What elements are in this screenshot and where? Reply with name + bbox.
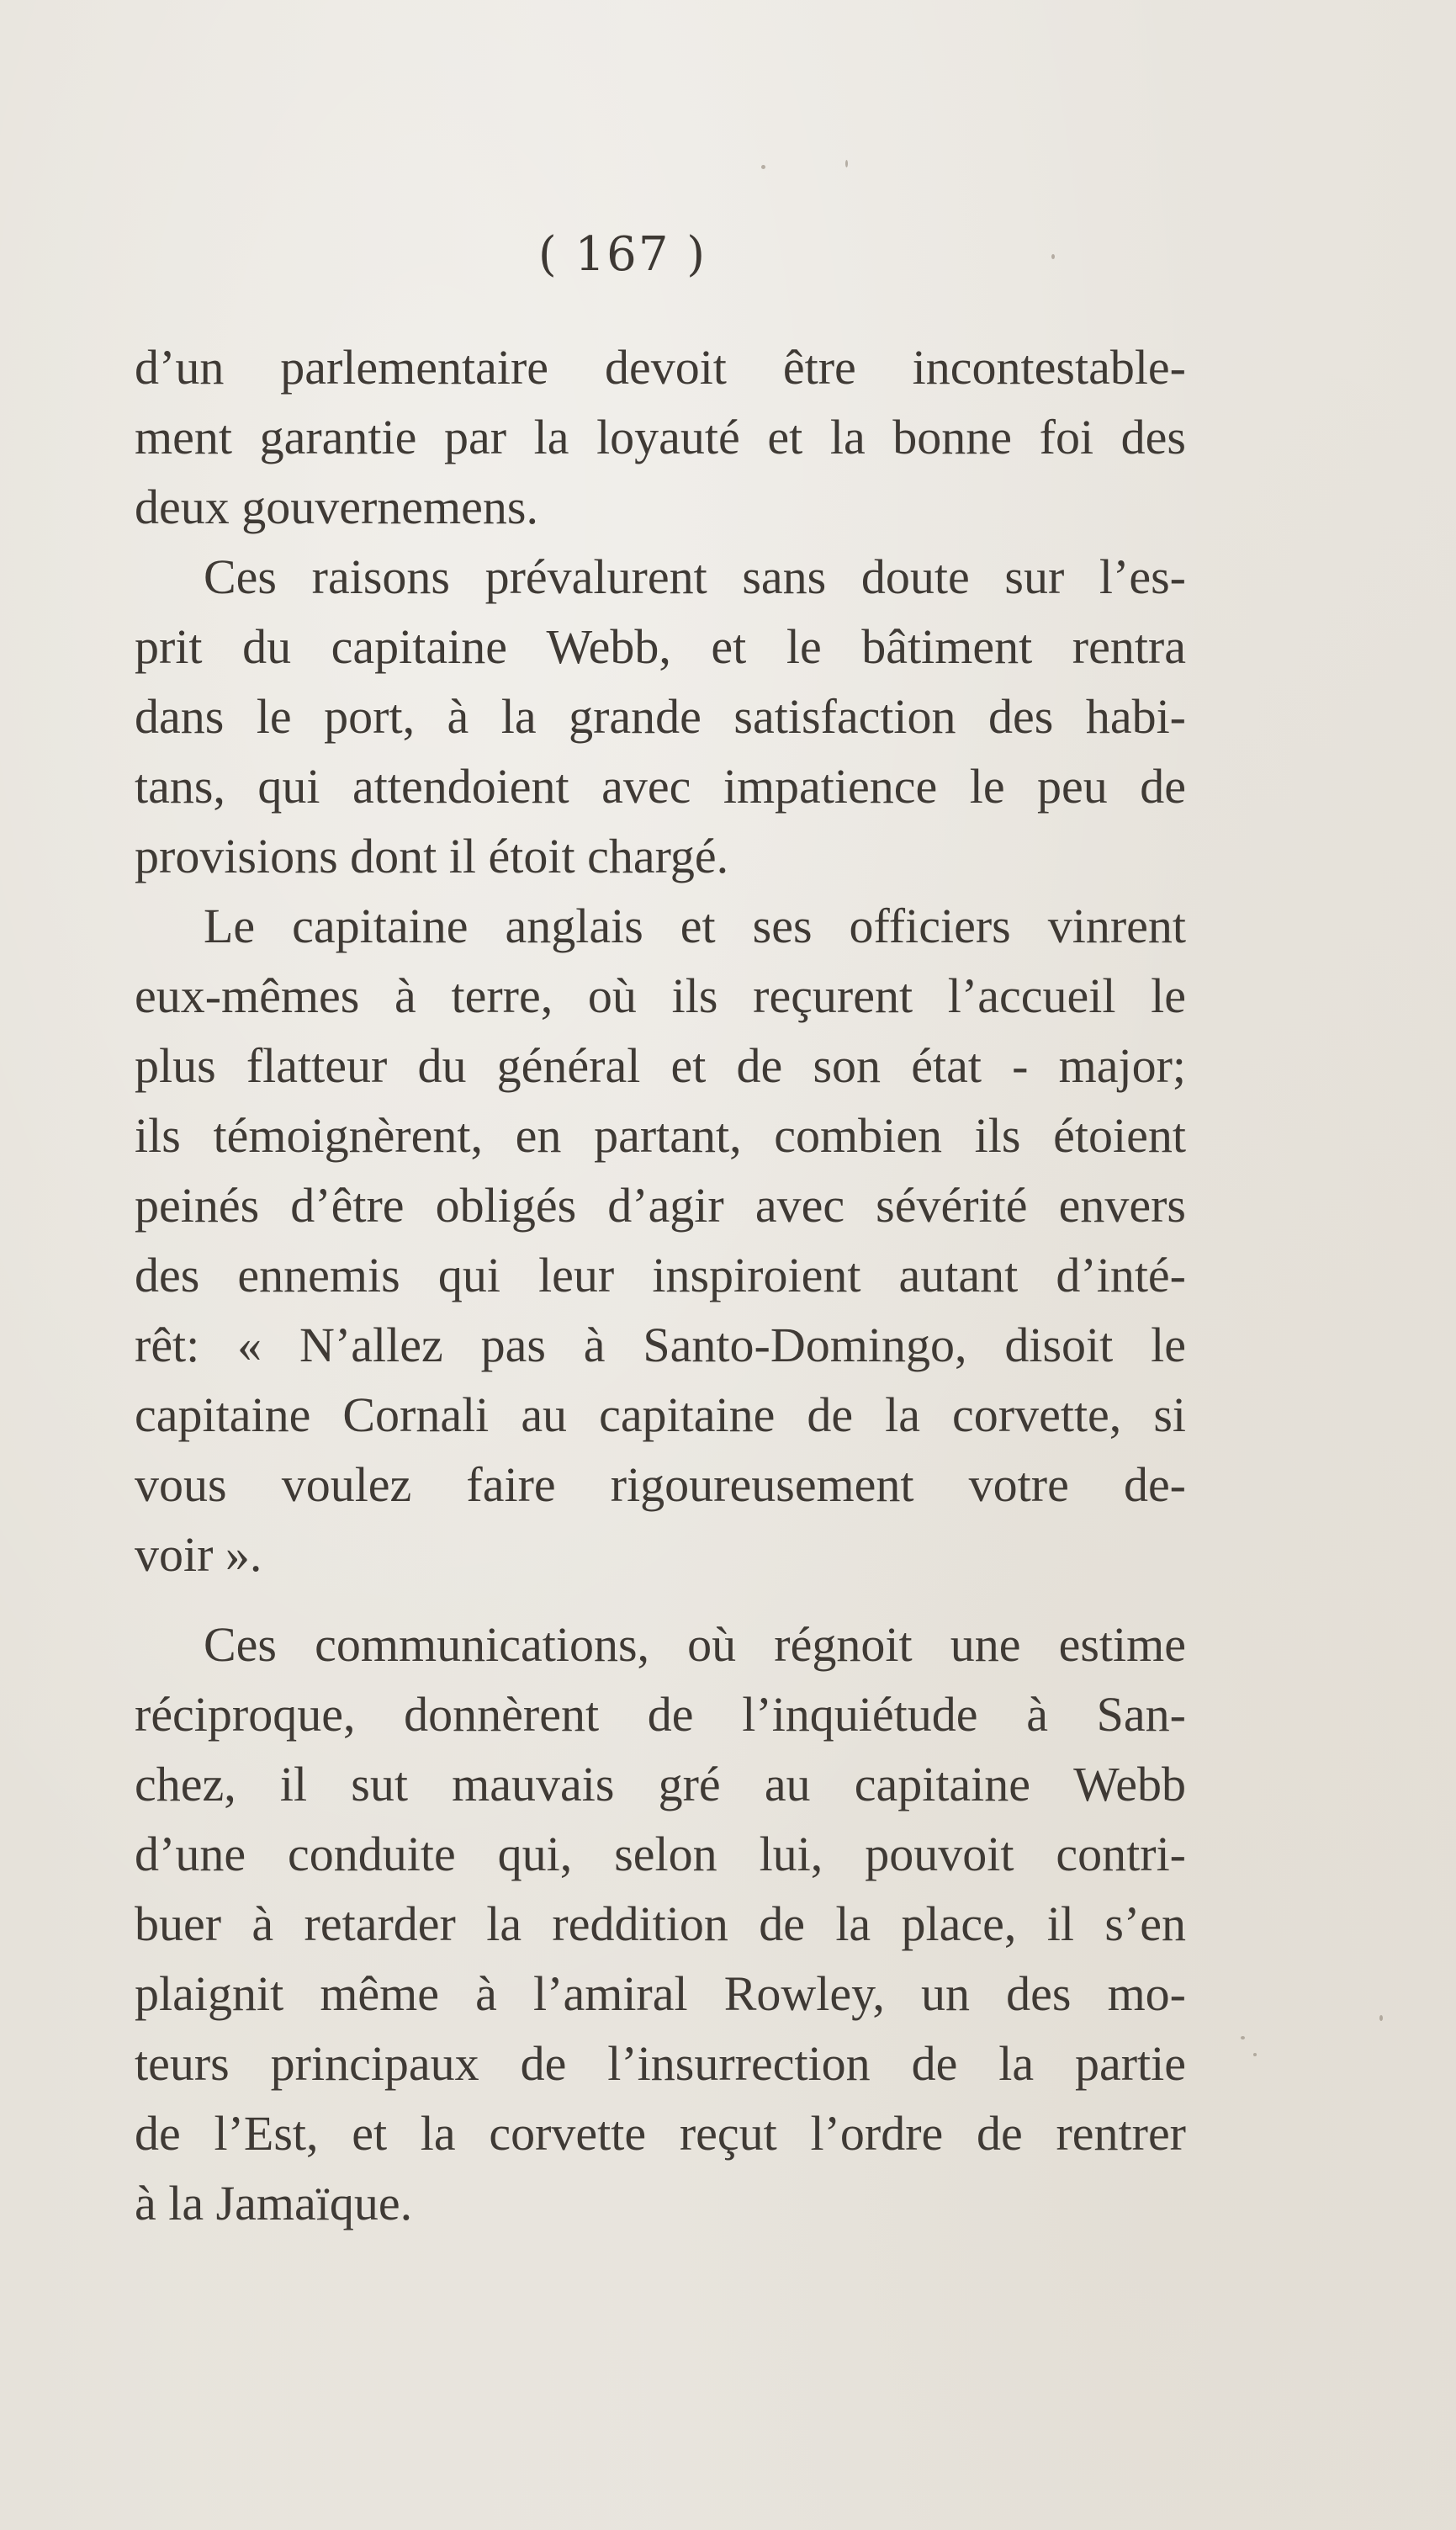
text-line: voir ». xyxy=(135,1527,262,1582)
text-line: rêt: « N’allez pas à Santo-Domingo, disoit le xyxy=(135,1318,1186,1372)
text-line: des ennemis qui leur inspiroient autant d’inté- xyxy=(135,1248,1186,1302)
text-line: plus flatteur du général et de son état - major; xyxy=(135,1038,1186,1093)
text-line: deux gouvernemens. xyxy=(135,480,538,534)
text-line: vous voulez faire rigoureusement votre de- xyxy=(135,1457,1186,1512)
text-line: prit du capitaine Webb, et le bâtiment rentra xyxy=(135,619,1186,674)
text-line: à la Jamaïque. xyxy=(135,2176,413,2230)
text-line: Ces communications, où régnoit une estime xyxy=(204,1617,1186,1672)
paper-speck xyxy=(1253,2053,1257,2056)
text-line: provisions dont il étoit chargé. xyxy=(135,829,729,883)
paper-speck xyxy=(1051,254,1055,259)
text-line: chez, il sut mauvais gré au capitaine Webb xyxy=(135,1757,1186,1811)
text-line: d’un parlementaire devoit être incontestable- xyxy=(135,340,1186,395)
text-line: ment garantie par la loyauté et la bonne foi des xyxy=(135,410,1186,464)
text-line: d’une conduite qui, selon lui, pouvoit contri- xyxy=(135,1827,1186,1881)
paper-speck xyxy=(1379,2015,1383,2021)
paragraph-gap xyxy=(135,1589,1186,1610)
body-text xyxy=(135,332,1186,2238)
text-line: peinés d’être obligés d’agir avec sévérité envers xyxy=(135,1178,1186,1233)
paper-speck xyxy=(845,160,848,167)
paper-speck xyxy=(1241,2036,1245,2039)
page-number: ( 167 ) xyxy=(537,227,707,282)
text-line: eux-mêmes à terre, où ils reçurent l’accueil le xyxy=(135,968,1186,1023)
text-line: réciproque, donnèrent de l’inquiétude à San- xyxy=(135,1687,1186,1742)
text-line: Ces raisons prévalurent sans doute sur l’es- xyxy=(204,549,1186,604)
text-line: dans le port, à la grande satisfaction des habi- xyxy=(135,689,1186,744)
text-line: tans, qui attendoient avec impatience le peu de xyxy=(135,759,1186,814)
text-line: plaignit même à l’amiral Rowley, un des mo- xyxy=(135,1966,1186,2021)
text-line: de l’Est, et la corvette reçut l’ordre de rentrer xyxy=(135,2106,1186,2161)
text-line: capitaine Cornali au capitaine de la corvette, si xyxy=(135,1387,1186,1442)
text-line: ils témoignèrent, en partant, combien ils étoient xyxy=(135,1108,1186,1163)
text-line: buer à retarder la reddition de la place, il s’en xyxy=(135,1896,1186,1951)
text-line: Le capitaine anglais et ses officiers vinrent xyxy=(204,899,1186,953)
paper-speck xyxy=(761,165,765,169)
text-line: teurs principaux de l’insurrection de la partie xyxy=(135,2036,1186,2091)
